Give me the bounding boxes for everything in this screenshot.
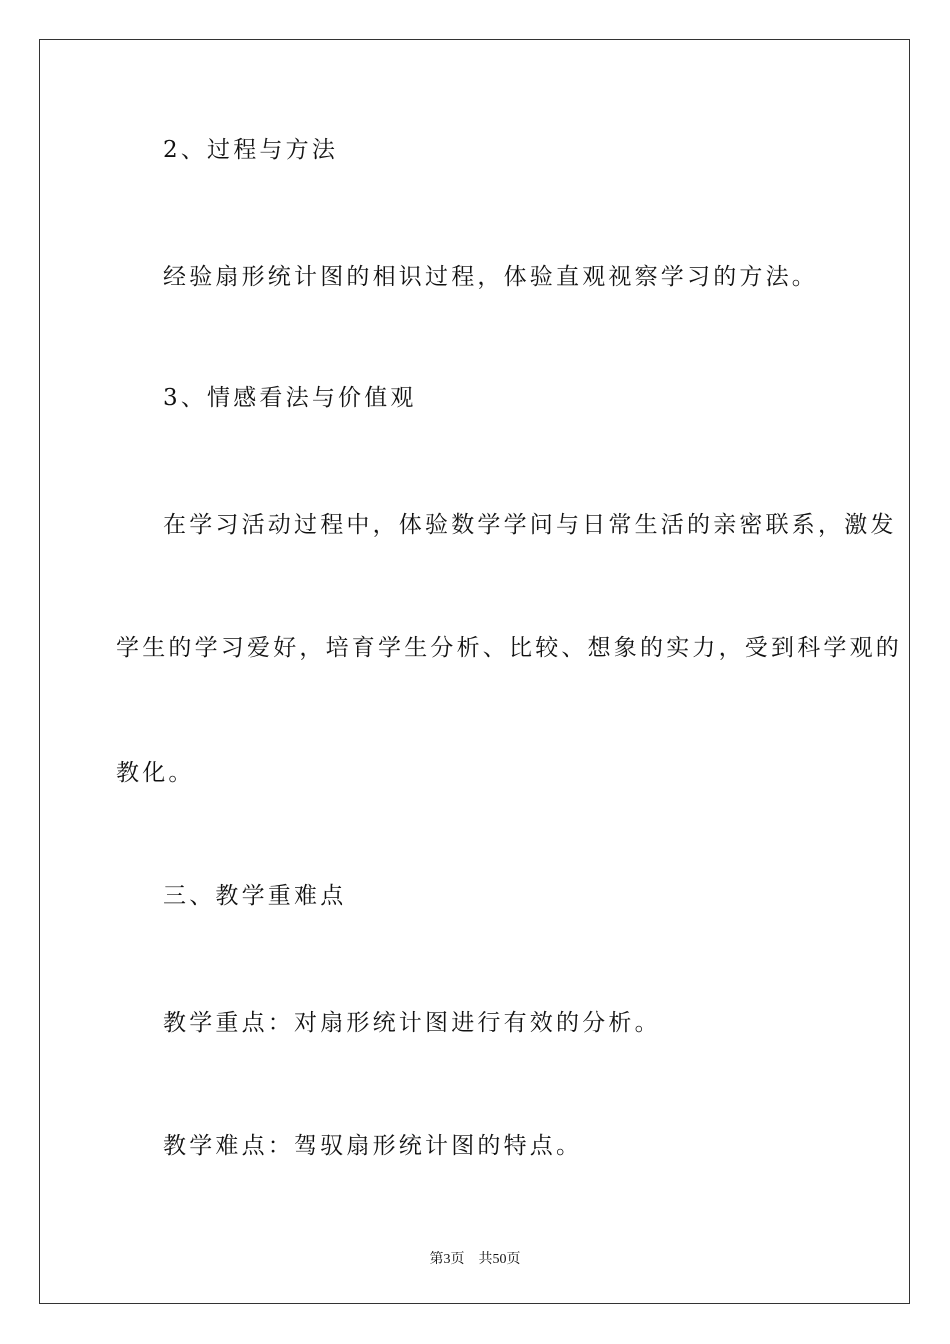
heading-process-and-method: 2、过程与方法	[163, 137, 339, 163]
paragraph-process-goal: 经验扇形统计图的相识过程，体验直观视察学习的方法。	[163, 264, 818, 290]
paragraph-emotion-goal-line3: 教化。	[116, 760, 195, 786]
paragraph-difficult-point: 教学难点：驾驭扇形统计图的特点。	[163, 1133, 583, 1159]
paragraph-key-point: 教学重点：对扇形统计图进行有效的分析。	[163, 1010, 661, 1036]
paragraph-emotion-goal-line2: 学生的学习爱好，培育学生分析、比较、想象的实力，受到科学观的	[116, 635, 902, 661]
page-border	[39, 39, 910, 1304]
heading-emotion-attitude-values: 3、情感看法与价值观	[163, 385, 417, 411]
page-number-footer: 第3页 共50页	[429, 1252, 521, 1267]
paragraph-emotion-goal-line1: 在学习活动过程中，体验数学学问与日常生活的亲密联系，激发	[163, 512, 897, 538]
heading-key-difficult-points: 三、教学重难点	[163, 883, 347, 909]
